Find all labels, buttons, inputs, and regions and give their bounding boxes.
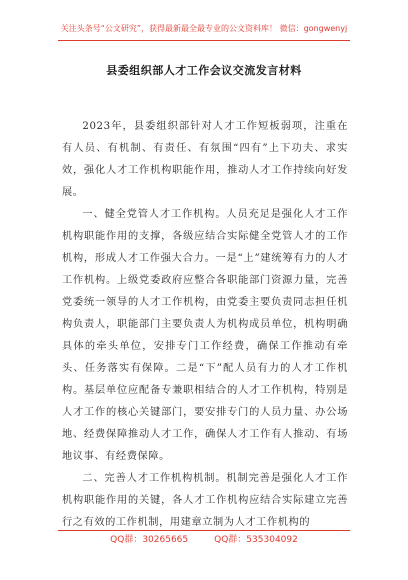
paragraph-section-1: 一、健全党管人才工作机构。人员充足是强化人才工作机构职能作用的支撑，各级应结合实际健全党管人才的工作机构，形成人才工作强大合力。一是“上”建统筹有力的人才工作机构。上级党委政府应整合各职能部门资源力量，完善党委统一领导的人才工作机构，由党委主要负责同志担任机构负责人，职能部门主要负责人为机构成员单位，机构明确具体的牵头单位，安排专门工作经费，确保工作推动有牵头、任务落实有保障。二是“下”配人员有力的人才工作机构。基层单位应配备专兼职相结合的人才工作机构，特别是人才工作的核心关键部门，要安排专门的人员力量、办公场地、经费保障推动人才工作，确保人才工作有人推动、有场地议事、有经费保障。: [62, 209, 348, 462]
paragraph-intro: 2023年，县委组织部针对人才工作短板弱项，注重在有人员、有机制、有责任、有氛围“四有”上下功夫、求实效，强化人才工作机构职能作用，推动人才工作持续向好发展。: [62, 121, 348, 198]
footer-banner: [0, 534, 408, 546]
paragraph-section-2: 二、完善人才工作机构机制。机制完善是强化人才工作机构职能作用的关键，各人才工作机构应结合实际建立完善行之有效的工作机制，用建章立制为人才工作机构的: [62, 473, 348, 528]
footer-qq-group-1: QQ群：30265665: [110, 535, 189, 545]
header-banner: 关注头条号“公文研究”，获得最新最全最专业的公文资料库！ 微信：gongwenyj: [60, 24, 348, 33]
footer-qq-group-2: QQ群：535304092: [214, 535, 298, 545]
document-title: 县委组织部人才工作会议交流发言材料: [106, 64, 302, 77]
footer-divider: [58, 530, 350, 531]
document-body: [62, 116, 348, 534]
header-divider: [58, 40, 350, 41]
